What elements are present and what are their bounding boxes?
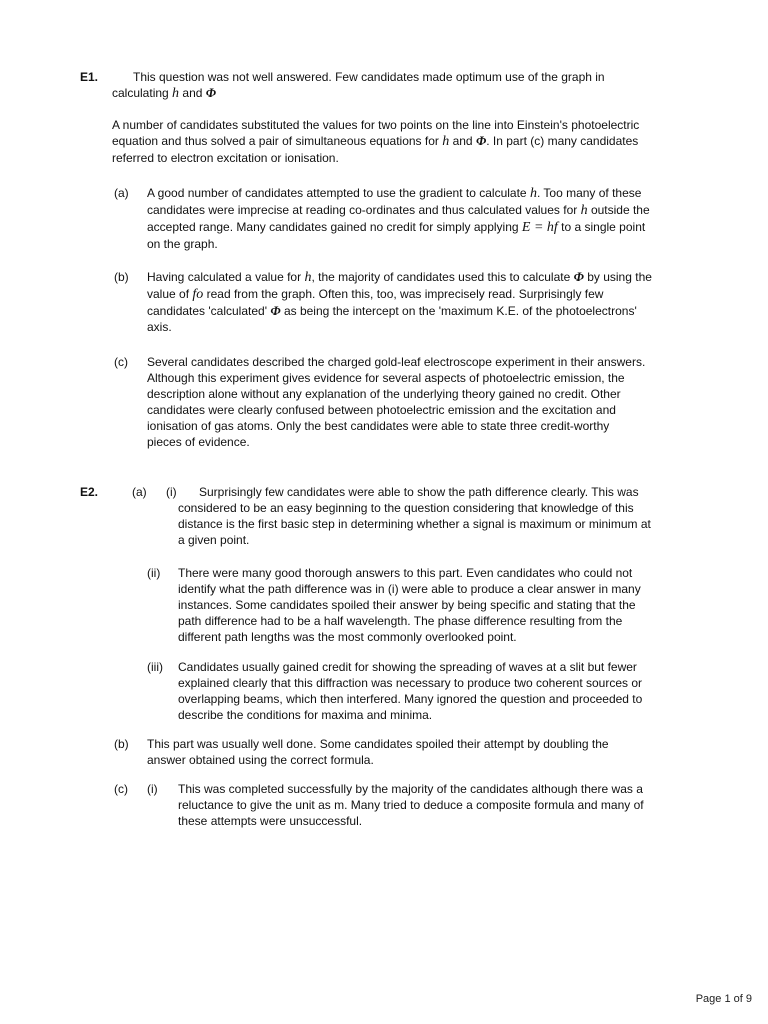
- part-marker-b: (b): [114, 270, 129, 284]
- subpart-marker-ii: (ii): [147, 566, 161, 580]
- subpart-marker-iii: (iii): [147, 660, 163, 674]
- e1-part-a-text: outside the accepted range. Many candidates gained no credit for simply applying: [147, 203, 650, 234]
- work-function-symbol: Φ: [205, 85, 217, 100]
- planck-symbol: h: [529, 186, 537, 201]
- e1-summary-text: A number of candidates substituted the values for two points on the line into Einstein's photoelectric equation and thus solved a pair of simultaneous equations for: [112, 118, 640, 148]
- part-marker-c: (c): [114, 355, 128, 369]
- part-marker-b: (b): [114, 737, 129, 751]
- part-marker-a: (a): [132, 485, 147, 499]
- e2-part-b: This part was usually well done. Some candidates spoiled their attempt by doubling the answer obtained using the correct formula.: [147, 737, 609, 767]
- subpart-marker-i: (i): [166, 485, 177, 499]
- e2-part-a-i: Surprisingly few candidates were able to show the path difference clearly. This was considered to be an easy beginning to the question considering that knowledge of this distance is the first basic step in determining whether a signal is maximum or minimum at a given point.: [178, 485, 651, 547]
- threshold-frequency-symbol: fo: [192, 287, 204, 302]
- planck-symbol: h: [304, 270, 312, 285]
- e1-part-a: [147, 185, 655, 252]
- e1-summary-text-end: . In part (c) many candidates referred to electron excitation or ionisation.: [112, 134, 639, 165]
- question-label-e2: E2.: [80, 485, 99, 499]
- question-label-e1: E1.: [80, 70, 99, 84]
- part-marker-a: (a): [114, 186, 129, 200]
- and-word: and: [182, 86, 203, 100]
- e1-intro-text: This question was not well answered. Few candidates made optimum use of the graph in calculating: [112, 70, 605, 100]
- e1-summary: [112, 117, 652, 166]
- planck-symbol: h: [580, 203, 588, 218]
- e1-part-b-text: , the majority of candidates used this to calculate: [311, 270, 571, 284]
- work-function-symbol: Φ: [573, 269, 584, 284]
- planck-symbol: h: [442, 134, 450, 149]
- e2-part-a-iii: Candidates usually gained credit for showing the spreading of waves at a slit but fewer explained clearly that this diffraction was necessary to produce two coherent sources or overlapping beams, which then interfered. Many ignored the question and proceeded to describe the conditions for maxima and minima.: [178, 660, 643, 722]
- e1-part-a-text: . Too many of these candidates were imprecise at reading co-ordinates and thus calculated values for: [147, 186, 642, 217]
- e1-part-b-text: as being the intercept on the 'maximum K.E. of the photoelectrons' axis.: [147, 304, 637, 334]
- e1-part-a-text: A good number of candidates attempted to use the gradient to calculate: [147, 186, 527, 200]
- e1-part-a-text: to a single point on the graph.: [147, 220, 646, 251]
- einstein-equation: E = hf: [521, 220, 558, 235]
- e2-part-a-ii: There were many good thorough answers to this part. Even candidates who could not identify what the path difference was in (i) were able to produce a clear answer in many instances. Some candidates spoiled their answer by being specific and stating that the path difference had to be a half wavelength. The phase difference resulting from the different path lengths was the most commonly overlooked point.: [178, 566, 641, 644]
- work-function-symbol: Φ: [475, 133, 487, 148]
- subpart-marker-i: (i): [147, 782, 158, 796]
- e1-part-b-text: read from the graph. Often this, too, was imprecisely read. Surprisingly few candidates 'calculated': [147, 287, 604, 318]
- e1-part-b-text: Having calculated a value for: [147, 270, 302, 284]
- and-word: and: [452, 134, 473, 148]
- e2-part-c-i: This was completed successfully by the majority of the candidates although there was a reluctance to give the unit as m. Many tried to deduce a composite formula and many of these attempts were unsuccessful.: [178, 782, 644, 828]
- work-function-symbol: Φ: [270, 303, 281, 318]
- e1-part-b: [147, 269, 655, 335]
- e1-part-b-text: by using the value of: [147, 270, 652, 301]
- e1-part-c: Several candidates described the charged gold-leaf electroscope experiment in their answers. Although this experiment gives evidence for several aspects of photoelectric emission, the description alone without any explanation of the underlying theory gained no credit. Other candidates were clearly confused between photoelectric emission and the excitation and ionisation of gas atoms. Only the best candidates were able to state three credit-worthy pieces of evidence.: [147, 355, 646, 449]
- e1-intro: [112, 69, 642, 102]
- page-number: Page 1 of 9: [695, 993, 752, 1005]
- part-marker-c: (c): [114, 782, 128, 796]
- planck-symbol: h: [172, 86, 180, 101]
